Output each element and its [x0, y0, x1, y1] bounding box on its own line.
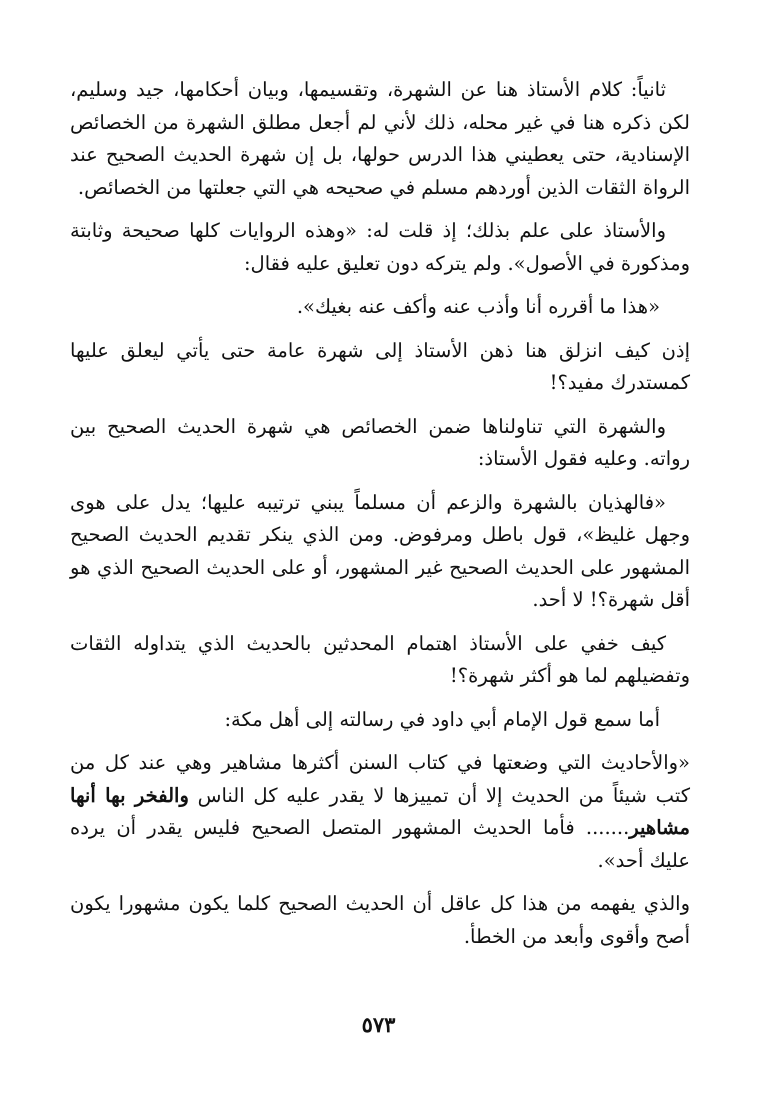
paragraph: والشهرة التي تناولناها ضمن الخصائص هي شهرة الحديث الصحيح بين رواته. وعليه فقول الأستاذ:: [70, 414, 690, 470]
paragraph: كيف خفي على الأستاذ اهتمام المحدثين بالحديث الذي يتداوله الثقات وتفضيلهم لما هو أكثر شهرة؟!: [70, 631, 690, 687]
quoted-paragraph: «هذا ما أقرره أنا وأذب عنه وأكف عنه بغيك».: [296, 295, 660, 318]
page-number: ٥٧٣: [361, 1012, 396, 1037]
quote-text-1: «والأحاديث التي وضعتها في كتاب السنن أكثرها مشاهير وهي عند كل من كتب شيئاً من الحديث إلا أن تمييزها لا يقدر عليه كل الناس: [70, 751, 690, 807]
abu-dawud-quote: [70, 747, 690, 877]
quoted-paragraph: «فالهذيان بالشهرة والزعم أن مسلماً يبني ترتيبه عليها؛ يدل على هوى وجهل غليظ»، قول باطل ومرفوض. ومن الذي ينكر تقديم الحديث الصحيح المشهور على الحديث الصحيح غير المشهور، أو على الحديث الصحيح الذي هو أقل شهرة؟! لا أحد.: [70, 490, 690, 611]
page-content: [70, 74, 690, 964]
quote-bold-text: والفخر بها أنها مشاهير: [70, 783, 690, 839]
paragraph: والأستاذ على علم بذلك؛ إذ قلت له: «وهذه الروايات كلها صحيحة وثابتة ومذكورة في الأصول». ولم يتركه دون تعليق عليه فقال:: [70, 219, 690, 275]
paragraph: أما سمع قول الإمام أبي داود في رسالته إلى أهل مكة:: [224, 707, 660, 731]
paragraph: إذن كيف انزلق هنا ذهن الأستاذ إلى شهرة عامة حتى يأتي ليعلق عليها كمستدرك مفيد؟!: [70, 338, 690, 394]
quote-text-2: ....... فأما الحديث المشهور المتصل الصحيح فليس يقدر أن يرده عليك أحد».: [70, 816, 690, 872]
closing-paragraph: والذي يفهمه من هذا كل عاقل أن الحديث الصحيح كلما يكون مشهورا يكون أصح وأقوى وأبعد من الخطأ.: [70, 892, 690, 948]
paragraph: ثانياً: كلام الأستاذ هنا عن الشهرة، وتقسيمها، وبيان أحكامها، جيد وسليم، لكن ذكره هنا في غير محله، ذلك لأني لم أجعل مطلق الشهرة من الخصائص الإسنادية، حتى يعطيني هذا الدرس حولها، بل إن شهرة الحديث الصحيح عند الرواة الثقات الذين أوردهم مسلم في صحيحه هي التي جعلتها من الخصائص.: [70, 78, 690, 199]
